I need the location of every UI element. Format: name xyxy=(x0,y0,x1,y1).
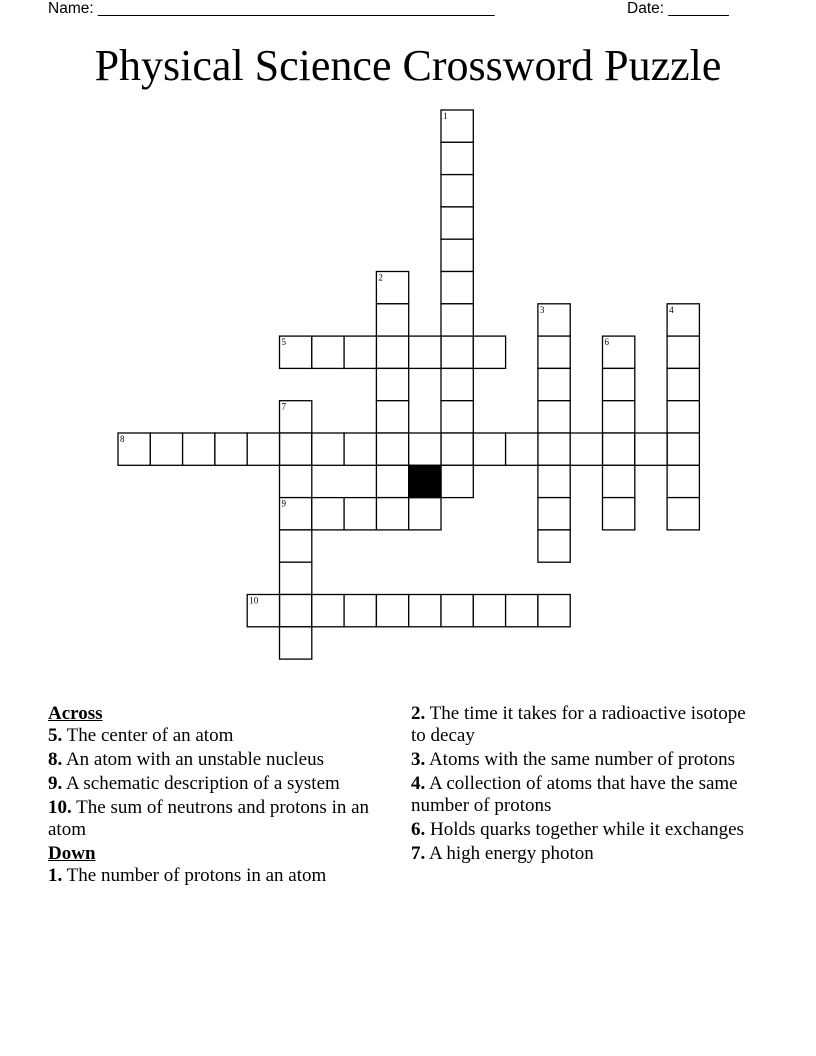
grid-cell[interactable] xyxy=(603,465,635,497)
clue-number: 7. xyxy=(411,843,426,864)
grid-cell[interactable] xyxy=(603,401,635,433)
grid-cell[interactable] xyxy=(538,336,570,368)
clue-number: 2. xyxy=(411,703,426,724)
grid-cell[interactable] xyxy=(441,207,473,239)
grid-cell[interactable] xyxy=(409,433,441,465)
grid-cell[interactable] xyxy=(280,465,312,497)
clue-number: 4. xyxy=(411,773,426,794)
grid-cell[interactable] xyxy=(667,465,699,497)
grid-cell[interactable] xyxy=(312,595,344,627)
grid-cell[interactable] xyxy=(538,368,570,400)
grid-cell[interactable] xyxy=(409,336,441,368)
grid-cell[interactable] xyxy=(538,465,570,497)
grid-cell[interactable] xyxy=(376,401,408,433)
clue-number-label: 2 xyxy=(378,272,383,283)
clue-number-label: 1 xyxy=(443,111,448,121)
clue-text: Atoms with the same number of protons xyxy=(428,749,736,770)
black-cell xyxy=(409,465,441,497)
clue-down-6 xyxy=(411,819,756,841)
grid-cell[interactable] xyxy=(603,433,635,465)
grid-cell[interactable] xyxy=(441,368,473,400)
grid-cell[interactable] xyxy=(280,530,312,562)
name-field-label: Name: ______________________________________________ xyxy=(48,0,495,17)
grid-cell[interactable] xyxy=(538,498,570,530)
page-title: Physical Science Crossword Puzzle xyxy=(94,41,722,90)
grid-cell[interactable] xyxy=(247,433,279,465)
grid-cell[interactable] xyxy=(409,498,441,530)
grid-cell[interactable] xyxy=(441,175,473,207)
clue-number: 1. xyxy=(48,865,63,886)
grid-cell[interactable] xyxy=(603,368,635,400)
clue-number: 8. xyxy=(48,749,63,770)
grid-cell[interactable] xyxy=(312,433,344,465)
clue-text: The time it takes for a radioactive isotope to decay xyxy=(411,703,746,746)
grid-cell[interactable] xyxy=(376,368,408,400)
clue-text: An atom with an unstable nucleus xyxy=(65,749,324,770)
grid-cell[interactable] xyxy=(570,433,602,465)
grid-cell[interactable] xyxy=(473,595,505,627)
grid-cell[interactable] xyxy=(603,498,635,530)
grid-cell[interactable] xyxy=(538,530,570,562)
grid-cell[interactable] xyxy=(441,272,473,304)
clue-number: 9. xyxy=(48,773,63,794)
clue-text: The sum of neutrons and protons in an atom xyxy=(48,797,370,840)
clue-text: A high energy photon xyxy=(428,843,594,864)
clues-column-left xyxy=(48,703,388,889)
grid-cell[interactable] xyxy=(183,433,215,465)
grid-cell[interactable] xyxy=(312,498,344,530)
grid-cell[interactable] xyxy=(538,401,570,433)
grid-cell[interactable] xyxy=(441,142,473,174)
clue-across-8 xyxy=(48,749,388,771)
clue-text: The center of an atom xyxy=(66,725,234,746)
grid-cell[interactable] xyxy=(441,239,473,271)
grid-cell[interactable] xyxy=(344,498,376,530)
grid-cell[interactable] xyxy=(376,433,408,465)
grid-cell[interactable] xyxy=(376,595,408,627)
grid-cell[interactable] xyxy=(667,498,699,530)
grid-cell[interactable] xyxy=(538,595,570,627)
clue-number: 10. xyxy=(48,797,72,818)
grid-cell[interactable] xyxy=(344,336,376,368)
grid-cell[interactable] xyxy=(667,368,699,400)
clue-down-1 xyxy=(48,865,388,887)
grid-cell[interactable] xyxy=(667,401,699,433)
clue-number-label: 10 xyxy=(249,595,259,606)
clue-number-label: 3 xyxy=(539,304,545,315)
clue-down-7 xyxy=(411,843,756,865)
clue-number-label: 4 xyxy=(669,304,674,315)
down-heading: Down xyxy=(48,843,96,864)
grid-cell[interactable] xyxy=(150,433,182,465)
grid-cell[interactable] xyxy=(667,336,699,368)
grid-cell[interactable] xyxy=(667,433,699,465)
clue-text: A collection of atoms that have the same number of protons xyxy=(411,773,738,816)
clue-text: Holds quarks together while it exchanges xyxy=(430,819,744,840)
grid-cell[interactable] xyxy=(215,433,247,465)
clue-text: The number of protons in an atom xyxy=(66,865,327,886)
clue-across-5 xyxy=(48,725,388,747)
clue-number: 6. xyxy=(411,819,426,840)
clue-number: 5. xyxy=(48,725,63,746)
clue-across-9 xyxy=(48,773,388,795)
clue-down-4 xyxy=(411,773,756,817)
clue-across-10 xyxy=(48,797,388,841)
clue-number: 3. xyxy=(411,749,426,770)
clue-number-label: 9 xyxy=(281,498,286,509)
grid-cell[interactable] xyxy=(441,595,473,627)
grid-cell[interactable] xyxy=(376,304,408,336)
grid-cell[interactable] xyxy=(506,433,538,465)
grid-cell[interactable] xyxy=(441,465,473,497)
clue-down-2 xyxy=(411,703,756,747)
grid-cell[interactable] xyxy=(344,433,376,465)
grid-cell[interactable] xyxy=(538,433,570,465)
date-field-label: Date: _______ xyxy=(627,0,729,17)
grid-cell[interactable] xyxy=(312,336,344,368)
grid-cell[interactable] xyxy=(506,595,538,627)
clue-number-label: 7 xyxy=(281,401,286,412)
clue-text: A schematic description of a system xyxy=(65,773,340,794)
grid-cell[interactable] xyxy=(376,465,408,497)
grid-cell[interactable] xyxy=(441,401,473,433)
grid-cell[interactable] xyxy=(635,433,667,465)
grid-cell[interactable] xyxy=(473,433,505,465)
clue-number-label: 8 xyxy=(120,434,125,444)
clue-down-3 xyxy=(411,749,756,771)
across-heading: Across xyxy=(48,703,103,724)
grid-cell[interactable] xyxy=(376,336,408,368)
grid-cell[interactable] xyxy=(441,336,473,368)
grid-cell[interactable] xyxy=(280,595,312,627)
clues-column-right xyxy=(411,703,756,867)
grid-cell[interactable] xyxy=(344,595,376,627)
grid-cell[interactable] xyxy=(280,562,312,594)
grid-cell[interactable] xyxy=(280,627,312,659)
grid-cell[interactable] xyxy=(409,595,441,627)
grid-cell[interactable] xyxy=(441,304,473,336)
clue-number-label: 6 xyxy=(604,337,609,348)
grid-cell[interactable] xyxy=(376,498,408,530)
grid-cell[interactable] xyxy=(441,433,473,465)
grid-cell[interactable] xyxy=(280,433,312,465)
clue-number-label: 5 xyxy=(281,337,286,348)
grid-cell[interactable] xyxy=(473,336,505,368)
